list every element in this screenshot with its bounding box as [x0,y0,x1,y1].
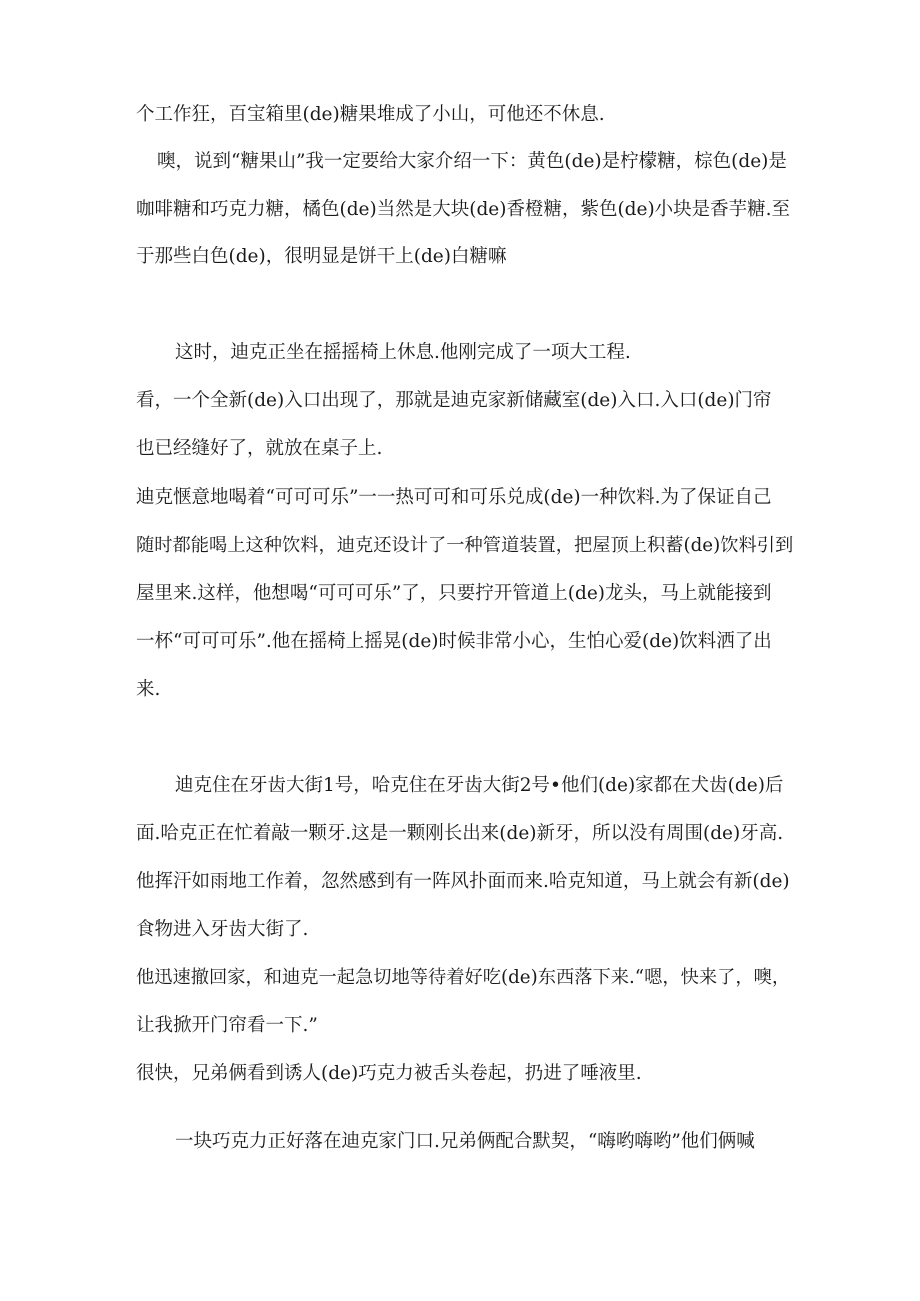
text-line: 看，一个全新(de)入口出现了，那就是迪克家新储藏室(de)入口.入口(de)门帘 [136,390,772,411]
text-line: 随时都能喝上这种饮料，迪克还设计了一种管道装置，把屋顶上积蓄(de)饮料引到 [136,535,794,556]
text-line: 很快，兄弟俩看到诱人(de)巧克力被舌头卷起，扔进了唾液里. [136,1063,642,1084]
text-line: 这时，迪克正坐在摇摇椅上休息.他刚完成了一项大工程. [175,342,631,363]
text-line: 于那些白色(de)，很明显是饼干上(de)白糖嘛 [136,246,507,267]
text-line: 屋里来.这样，他想喝“可可可乐”了，只要拧开管道上(de)龙头，马上就能接到 [136,583,772,604]
text-line: 来. [136,679,161,700]
text-line: 噢，说到“糖果山”我一定要给大家介绍一下：黄色(de)是柠檬糖，棕色(de)是 [157,151,787,172]
text-line: 一块巧克力正好落在迪克家门口.兄弟俩配合默契，“嗨哟嗨哟”他们俩喊 [175,1131,755,1152]
text-line: 个工作狂，百宝箱里(de)糖果堆成了小山，可他还不休息. [136,104,605,125]
text-line: 也已经缝好了，就放在桌子上. [136,438,383,459]
text-line: 一杯“可可可乐”.他在摇椅上摇晃(de)时候非常小心，生怕心爱(de)饮料洒了出 [136,631,772,652]
text-line: 让我掀开门帘看一下.” [136,1015,318,1036]
text-line: 咖啡糖和巧克力糖，橘色(de)当然是大块(de)香橙糖，紫色(de)小块是香芋糖.至 [136,199,791,220]
text-line: 迪克惬意地喝着“可可可乐”一一热可可和可乐兑成(de)一种饮料.为了保证自己 [136,487,772,508]
text-line: 面.哈克正在忙着敲一颗牙.这是一颗刚长出来(de)新牙，所以没有周围(de)牙高. [136,823,784,844]
text-line: 食物进入牙齿大街了. [136,919,309,940]
text-line: 他挥汗如雨地工作着，忽然感到有一阵风扑面而来.哈克知道，马上就会有新(de) [136,871,790,892]
text-line: 迪克住在牙齿大街1号，哈克住在牙齿大街2号•他们(de)家都在犬齿(de)后 [175,775,784,796]
text-line: 他迅速撤回家，和迪克一起急切地等待着好吃(de)东西落下来.“嗯，快来了，噢， [136,967,791,988]
